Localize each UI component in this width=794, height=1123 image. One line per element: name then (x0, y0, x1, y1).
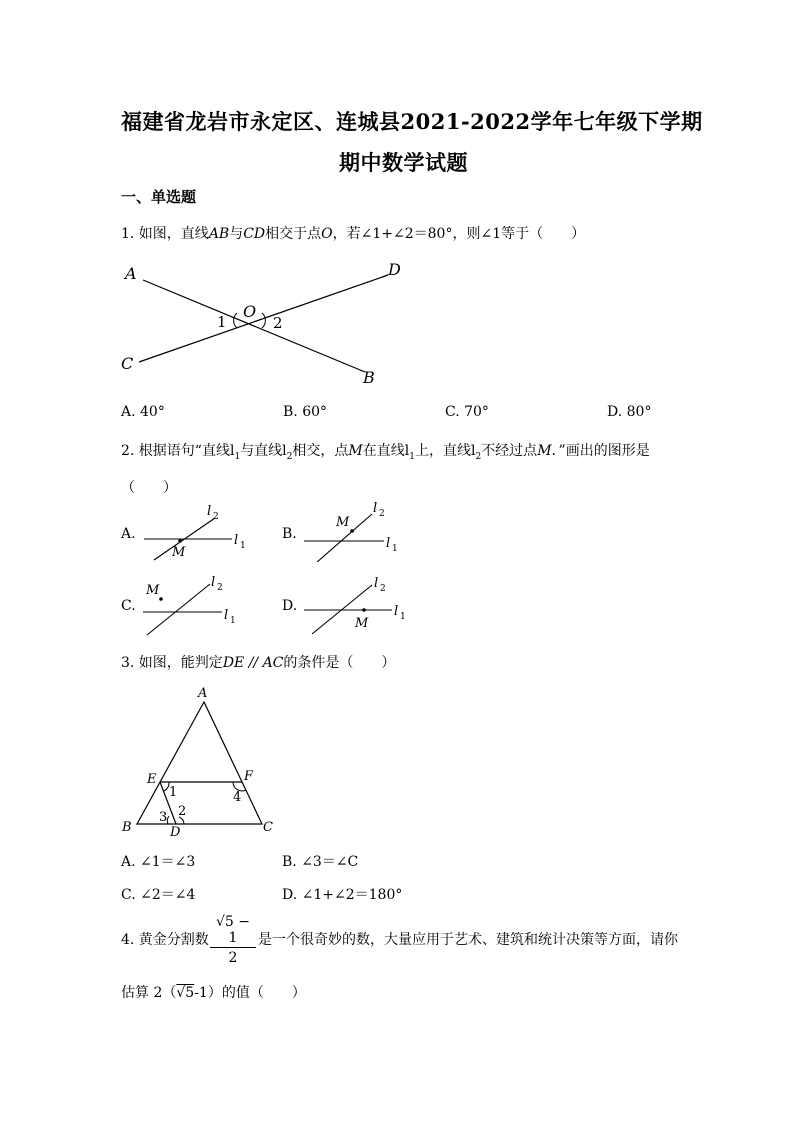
q2-point-m: M (537, 443, 552, 459)
q2-text: 上，直线l (414, 443, 476, 459)
q1-line-cd: CD (243, 226, 266, 242)
label-angle-4: 4 (233, 790, 242, 805)
q1-text: 与 (229, 226, 244, 242)
line-ab (143, 280, 365, 372)
label-angle-1: 1 (169, 785, 178, 800)
label-l1: l (394, 604, 399, 619)
q2-option-d-label[interactable]: D. (282, 598, 298, 614)
q3-option-d[interactable]: D. ∠1+∠2＝180° (282, 887, 403, 903)
q2-sub: 2 (286, 451, 293, 462)
label-l1-sub: 1 (400, 612, 406, 622)
q3-text: 3. 如图，能判定 (121, 655, 223, 671)
label-angle-1: 1 (217, 313, 227, 331)
q1-point-o: O (321, 226, 333, 242)
q3-condition: DE // AC (222, 655, 284, 671)
label-l2: l (373, 501, 378, 516)
fraction-numerator: √5 − 1 (210, 914, 256, 948)
label-l1: l (386, 536, 391, 551)
label-f: F (244, 769, 254, 784)
label-l2: l (211, 575, 216, 590)
question-4-line2 (121, 983, 306, 1003)
label-angle-2: 2 (178, 804, 187, 819)
q2-text: 相交，点 (292, 443, 349, 459)
label-l2: l (374, 576, 379, 591)
q4-text: 估算 2（ (121, 985, 177, 1001)
question-1-figure (110, 255, 410, 390)
label-e: E (147, 772, 157, 787)
angle-3-arc (167, 816, 169, 824)
q4-text-start: 4. 黄金分割数 (121, 932, 209, 948)
q2-option-a-figure[interactable] (140, 500, 260, 562)
q3-option-b[interactable]: B. ∠3＝∠C (282, 854, 359, 870)
q2-option-a-label[interactable]: A. (121, 526, 136, 542)
label-l2: l (207, 504, 212, 519)
label-a: A (125, 264, 137, 283)
q2-text: 与直线l (240, 443, 287, 459)
label-c: C (263, 820, 273, 835)
q3-option-c[interactable]: C. ∠2＝∠4 (121, 887, 196, 903)
label-l2-sub: 2 (217, 583, 223, 593)
q2-sub: 2 (475, 451, 482, 462)
label-l2-sub: 2 (379, 509, 385, 519)
q2-text: 不经过点 (481, 443, 538, 459)
question-2-stem-line2: （ ） (121, 480, 177, 496)
q2-option-c-label[interactable]: C. (121, 598, 136, 614)
document-title-line2: 期中数学试题 (339, 150, 468, 175)
point-m (350, 529, 354, 533)
line-cd (139, 275, 388, 362)
label-l1: l (234, 533, 239, 548)
golden-ratio-fraction (210, 914, 256, 966)
q2-text: 2. 根据语句“直线l (121, 443, 235, 459)
q1-text: 1. 如图，直线 (121, 226, 209, 242)
q1-line-ab: AB (208, 226, 230, 242)
point-m (362, 608, 366, 612)
q2-text: 在直线l (362, 443, 410, 459)
label-angle-3: 3 (159, 810, 168, 825)
fraction-denominator: 2 (228, 950, 238, 966)
question-3-stem (121, 653, 395, 673)
label-a: A (198, 686, 208, 701)
angle-1-arc (234, 313, 237, 328)
q3-option-a[interactable]: A. ∠1＝∠3 (121, 854, 196, 870)
label-l1-sub: 1 (230, 616, 236, 626)
label-angle-2: 2 (273, 314, 283, 332)
label-l1-sub: 1 (240, 541, 246, 551)
label-m: M (172, 545, 186, 560)
label-l2-sub: 2 (213, 512, 219, 522)
label-l2-sub: 2 (380, 584, 386, 594)
label-l1-sub: 1 (392, 544, 398, 554)
q1-option-a[interactable]: A. 40° (121, 404, 165, 420)
angle-2-arc (262, 313, 265, 328)
q1-option-b[interactable]: B. 60° (283, 404, 328, 420)
label-m: M (146, 583, 160, 598)
q1-text: 相交于点 (265, 226, 322, 242)
q2-option-c-figure[interactable] (140, 572, 260, 638)
q2-sub: 1 (409, 451, 415, 462)
q3-text: 的条件是（ ） (283, 655, 396, 671)
q1-option-d[interactable]: D. 80° (607, 404, 652, 420)
label-o: O (243, 302, 257, 321)
q2-text: ．”画出的图形是 (551, 443, 650, 459)
q2-point-m: M (348, 443, 363, 459)
label-l1: l (224, 608, 229, 623)
point-m (178, 539, 182, 543)
label-c: C (121, 354, 134, 373)
section-heading: 一、单选题 (121, 188, 197, 206)
question-3-figure (116, 682, 286, 840)
label-d: D (170, 825, 181, 840)
label-b: B (363, 368, 375, 387)
label-b: B (122, 820, 132, 835)
label-m: M (355, 616, 369, 631)
question-1-stem (121, 224, 585, 244)
document-title-line1: 福建省龙岩市永定区、连城县2021-2022学年七年级下学期 (121, 109, 703, 134)
q2-option-b-figure[interactable] (300, 500, 420, 562)
triangle-abc (137, 702, 262, 824)
q4-text-rest: 是一个很奇妙的数，大量应用于艺术、建筑和统计决策等方面，请你 (258, 932, 678, 948)
q2-option-b-label[interactable]: B. (282, 526, 297, 542)
q2-option-d-figure[interactable] (300, 572, 420, 638)
q1-text: ，若∠1+∠2＝80°，则∠1等于（ ） (332, 226, 586, 242)
q1-option-c[interactable]: C. 70° (445, 404, 489, 420)
label-m: M (336, 515, 350, 530)
point-m (159, 597, 163, 601)
question-2-stem (121, 441, 650, 467)
q2-sub: 1 (234, 451, 241, 462)
q4-text: -1）的值（ ） (194, 985, 306, 1001)
sqrt5: √5 (176, 985, 195, 1001)
label-d: D (388, 260, 401, 279)
